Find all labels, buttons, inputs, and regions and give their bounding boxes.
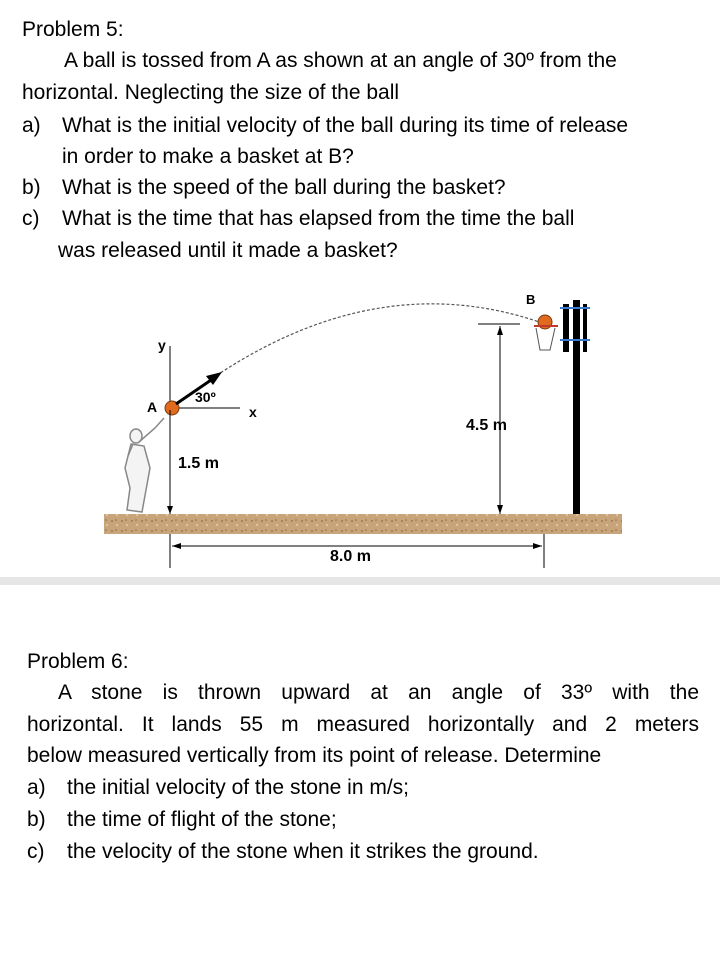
problem6-line-1: A stone is thrown upward at an angle of 33º with the bbox=[58, 681, 699, 704]
backboard-right bbox=[583, 304, 587, 352]
problem5-item-b-label: b) bbox=[22, 176, 41, 199]
problem5-title: Problem 5: bbox=[22, 18, 124, 41]
problem6-item-c-label: c) bbox=[27, 840, 45, 863]
problem6-line-2: horizontal. It lands 55 m measured horizontally and 2 meters bbox=[27, 713, 699, 736]
problem5-item-c-line-1: What is the time that has elapsed from the time the ball bbox=[62, 207, 575, 230]
problem5-item-a-line-2: in order to make a basket at B? bbox=[62, 145, 354, 168]
problem6-item-a-label: a) bbox=[27, 776, 46, 799]
distance-arrowhead-left bbox=[172, 543, 181, 549]
ground bbox=[104, 514, 622, 534]
label-a: A bbox=[147, 399, 158, 415]
label-height-b: 4.5 m bbox=[466, 417, 507, 434]
problem5-item-c-label: c) bbox=[22, 207, 40, 230]
problem5-item-c-line-2: was released until it made a basket? bbox=[58, 239, 398, 262]
problem6-item-a-text: the initial velocity of the stone in m/s; bbox=[67, 776, 409, 799]
label-distance: 8.0 m bbox=[330, 548, 371, 565]
backboard-left bbox=[563, 304, 569, 352]
trajectory-path bbox=[172, 304, 545, 408]
problem5-line-1: A ball is tossed from A as shown at an angle of 30º from the bbox=[64, 49, 617, 72]
hoop-net bbox=[536, 328, 555, 350]
label-height-a: 1.5 m bbox=[178, 455, 219, 472]
height-a-arrowhead bbox=[167, 506, 173, 514]
problem6-item-b-label: b) bbox=[27, 808, 46, 831]
problem6-line-3: below measured vertically from its point of release. Determine bbox=[27, 744, 602, 767]
problem6-title: Problem 6: bbox=[27, 650, 129, 673]
label-y: y bbox=[158, 337, 166, 353]
problem5-item-a-line-1: What is the initial velocity of the ball during its time of release bbox=[62, 114, 629, 137]
label-x: x bbox=[249, 404, 257, 420]
player-figure bbox=[125, 418, 164, 512]
projectile-figure bbox=[0, 278, 720, 578]
section-divider bbox=[0, 577, 720, 585]
label-angle: 30º bbox=[195, 389, 216, 405]
basket-pole bbox=[573, 300, 580, 514]
label-b: B bbox=[526, 292, 536, 307]
height-b-arrowhead-bottom bbox=[497, 505, 503, 514]
problem5-item-a-label: a) bbox=[22, 114, 41, 137]
problem5-line-2: horizontal. Neglecting the size of the ball bbox=[22, 81, 400, 104]
problem6-item-c-text: the velocity of the stone when it strikes the ground. bbox=[67, 840, 539, 863]
distance-arrowhead-right bbox=[533, 543, 542, 549]
height-b-arrowhead-top bbox=[497, 326, 503, 335]
problem6-item-b-text: the time of flight of the stone; bbox=[67, 808, 337, 831]
problem5-item-b-line-1: What is the speed of the ball during the basket? bbox=[62, 176, 506, 199]
